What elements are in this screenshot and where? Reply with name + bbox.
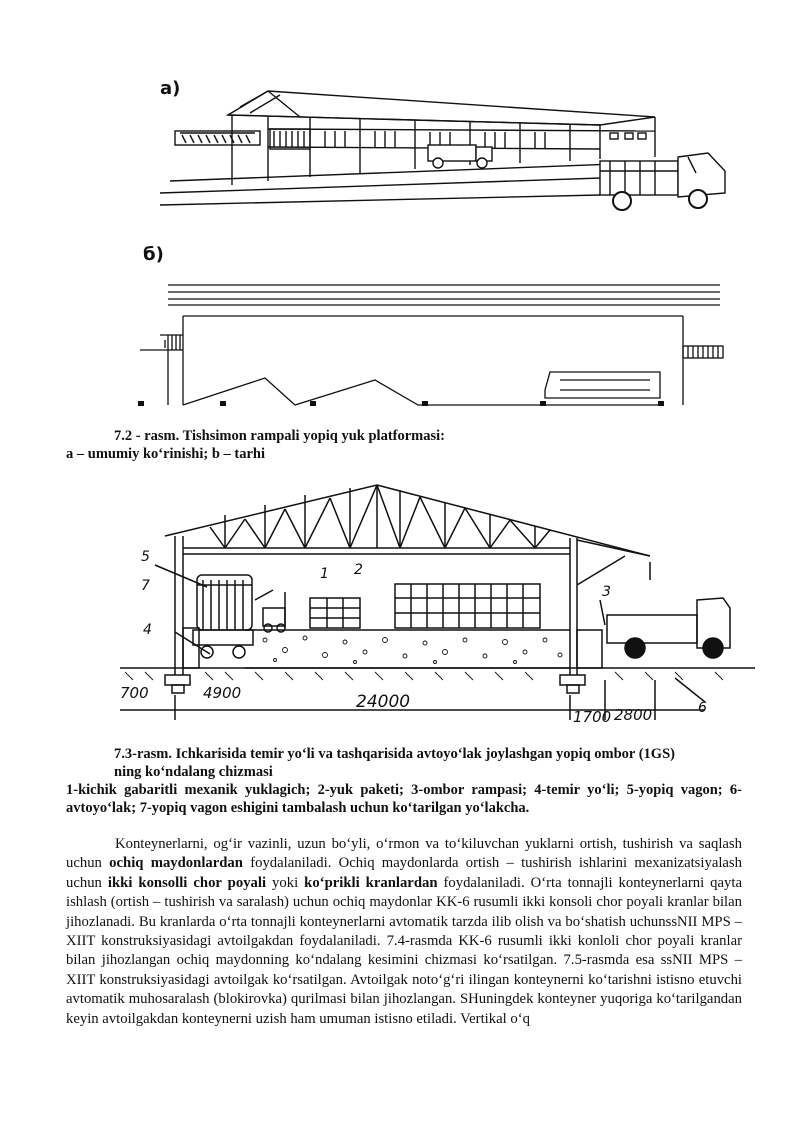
body-bold-gantry-cranes: ikki konsolli chor poyali [107, 874, 267, 891]
figure-7-3-caption-title-continued: ning ko‘ndalang chizmasi [114, 764, 273, 780]
callout-3: 3 [602, 584, 611, 600]
dimension-4900: 4900 [203, 684, 242, 702]
callout-2: 2 [354, 562, 363, 578]
figure-7-3-caption-legend: 1-kichik gabaritli mexanik yuklagich; 2-yuk paketi; 3-ombor rampasi; 4-temir yo‘li; 5-yopiq vagon; 6-avtoyo‘lak; 7-yopiq vagon eshigini tambalash uchun ko‘tarilgan yo‘lakcha. [66, 782, 742, 816]
dimension-24000: 24000 [356, 692, 411, 712]
callout-6: 6 [698, 700, 707, 716]
dimension-700: 700 [120, 684, 149, 702]
body-text-4: foydalaniladi. O‘rta tonnajli konteynerlarni qayta ishlash (ortish – tushirish va saralash) uchun ochiq maydonlar KK-6 rusumli ikki konsoli chor poyali kranlar bilan jihozlanadi. Bu kranlarda o‘rta tonnajli konteynerlarni avtomatik tarzda ilib olish va bo‘shatish uchunssNII MPS – XIIT konstruksiyasidagi avtoilgakdan foydalaniladi. 7.4-rasmda KK-6 rusumli ikki konloli chor poyali kranlar bilan jihozlangan ochiq maydonning ko‘ndalang kesimini chizmasi ko‘rsatilgan. 7.5-rasmda esa ssNII MPS – XIIT konstruksiyasidagi avtoilgak ko‘rsatilgan. Avtoilgak noto‘g‘ri ilingan konteynerni ko‘tarishni istisno etuvchi avtomatik muhosaralash (blokirovka) qurilmasi bilan jihozlangan. SHuningdek konteyner yuqoriga ko‘tarilgandan keyin avtoilgakdan konteynerni uzish ham umuman istisno etiladi. Vertikal o‘q [66, 874, 742, 1027]
callout-7: 7 [141, 578, 150, 594]
figure-label-a: а) [160, 78, 181, 99]
callout-4: 4 [143, 622, 152, 638]
figure-7-2-caption-subtitle: a – umumiy ko‘rinishi; b – tarhi [66, 446, 265, 462]
dimension-2800: 2800 [614, 706, 653, 724]
body-text-1: Konteynerlarni, og‘ir vazinli, uzun bo‘yli, o‘rmon va to‘kiluvchan yuklarni ortish, tushirish va saqlash uchun [66, 836, 742, 872]
warehouse-perspective-drawing [160, 85, 740, 225]
body-text-2: foydalaniladi. Ochiq maydonlarda ortish – tushirish ishlarini mexanizatsiyalash uchun [66, 855, 742, 891]
callout-5: 5 [141, 549, 150, 565]
body-paragraph [66, 835, 742, 1029]
body-bold-open-areas: ochiq maydonlardan [109, 855, 243, 872]
body-text-3: yoki [266, 874, 305, 891]
body-bold-bridge-cranes: ko‘prikli kranlardan [304, 874, 438, 891]
figure-7-3-caption-title: 7.3-rasm. Ichkarisida temir yo‘li va tashqarisida avtoyo‘lak joylashgan yopiq ombor (1GS) [114, 746, 675, 762]
sawtooth-ramp-plan-drawing [130, 280, 730, 410]
figure-7-2-caption-title: 7.2 - rasm. Tishsimon rampali yopiq yuk platformasi: [114, 428, 445, 444]
dimension-1700: 1700 [573, 708, 612, 726]
figure-label-b: б) [143, 244, 164, 265]
callout-1: 1 [320, 566, 329, 582]
